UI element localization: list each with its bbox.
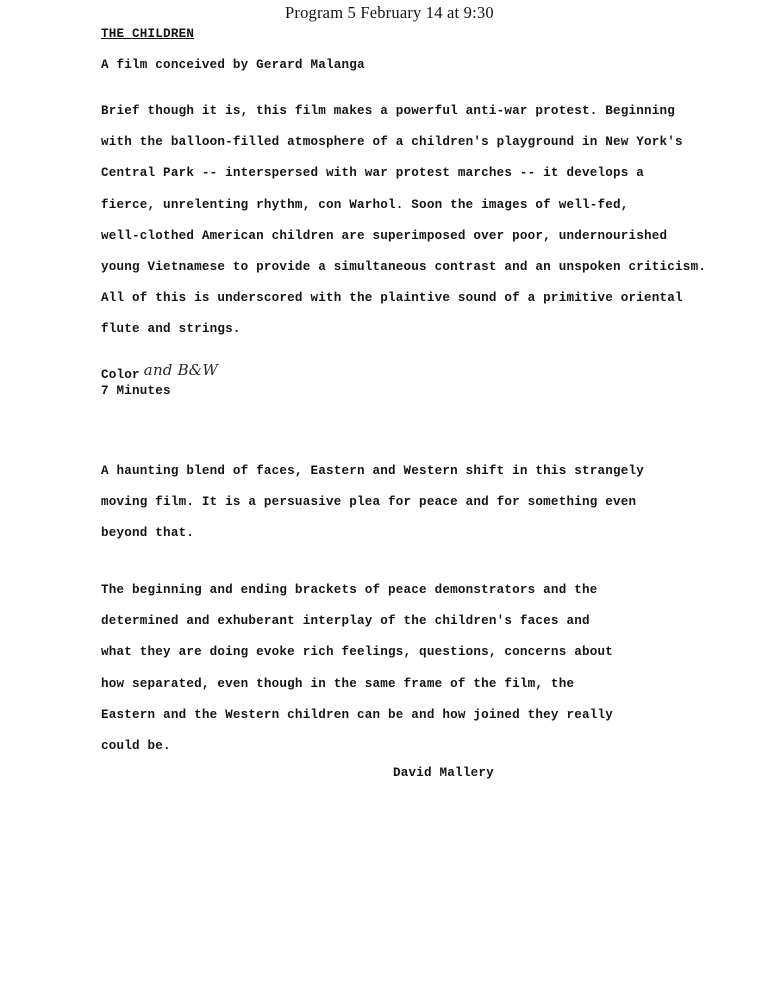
- text-line: well-clothed American children are superimposed over poor, undernourished: [101, 228, 668, 243]
- review-author: David Mallery: [393, 766, 494, 780]
- duration: 7 Minutes: [101, 384, 171, 398]
- handwritten-annotation: and B&W: [143, 361, 218, 379]
- text-line: beyond that.: [101, 526, 195, 541]
- text-line: flute and strings.: [101, 322, 241, 337]
- review-paragraph: [101, 456, 644, 550]
- text-line: could be.: [101, 739, 171, 754]
- text-line: All of this is underscored with the plaintive sound of a primitive oriental: [101, 291, 683, 306]
- text-line: fierce, unrelenting rhythm, con Warhol. Soon the images of well-fed,: [101, 197, 629, 212]
- text-line: Eastern and the Western children can be and how joined they really: [101, 707, 613, 722]
- film-credit: A film conceived by Gerard Malanga: [101, 58, 365, 72]
- text-line: with the balloon-filled atmosphere of a children's playground in New York's: [101, 135, 683, 150]
- text-line: how separated, even though in the same frame of the film, the: [101, 676, 575, 691]
- description-paragraph: [101, 96, 706, 346]
- text-line: A haunting blend of faces, Eastern and Western shift in this strangely: [101, 464, 645, 478]
- film-title: THE CHILDREN: [101, 27, 195, 41]
- text-line: The beginning and ending brackets of peace demonstrators and the: [101, 583, 598, 597]
- text-line: moving film. It is a persuasive plea for peace and for something even: [101, 495, 637, 510]
- text-line: determined and exhuberant interplay of the children's faces and: [101, 614, 590, 629]
- text-line: young Vietnamese to provide a simultaneous contrast and an unspoken criticism.: [101, 260, 707, 275]
- text-line: Central Park -- interspersed with war protest marches -- it develops a: [101, 166, 645, 181]
- review-paragraph: [101, 575, 613, 762]
- program-header: Program 5 February 14 at 9:30: [285, 3, 494, 22]
- color-label: Color: [101, 368, 140, 382]
- color-info: [101, 361, 218, 382]
- text-line: Brief though it is, this film makes a powerful anti-war protest. Beginning: [101, 104, 676, 118]
- text-line: what they are doing evoke rich feelings, questions, concerns about: [101, 645, 613, 660]
